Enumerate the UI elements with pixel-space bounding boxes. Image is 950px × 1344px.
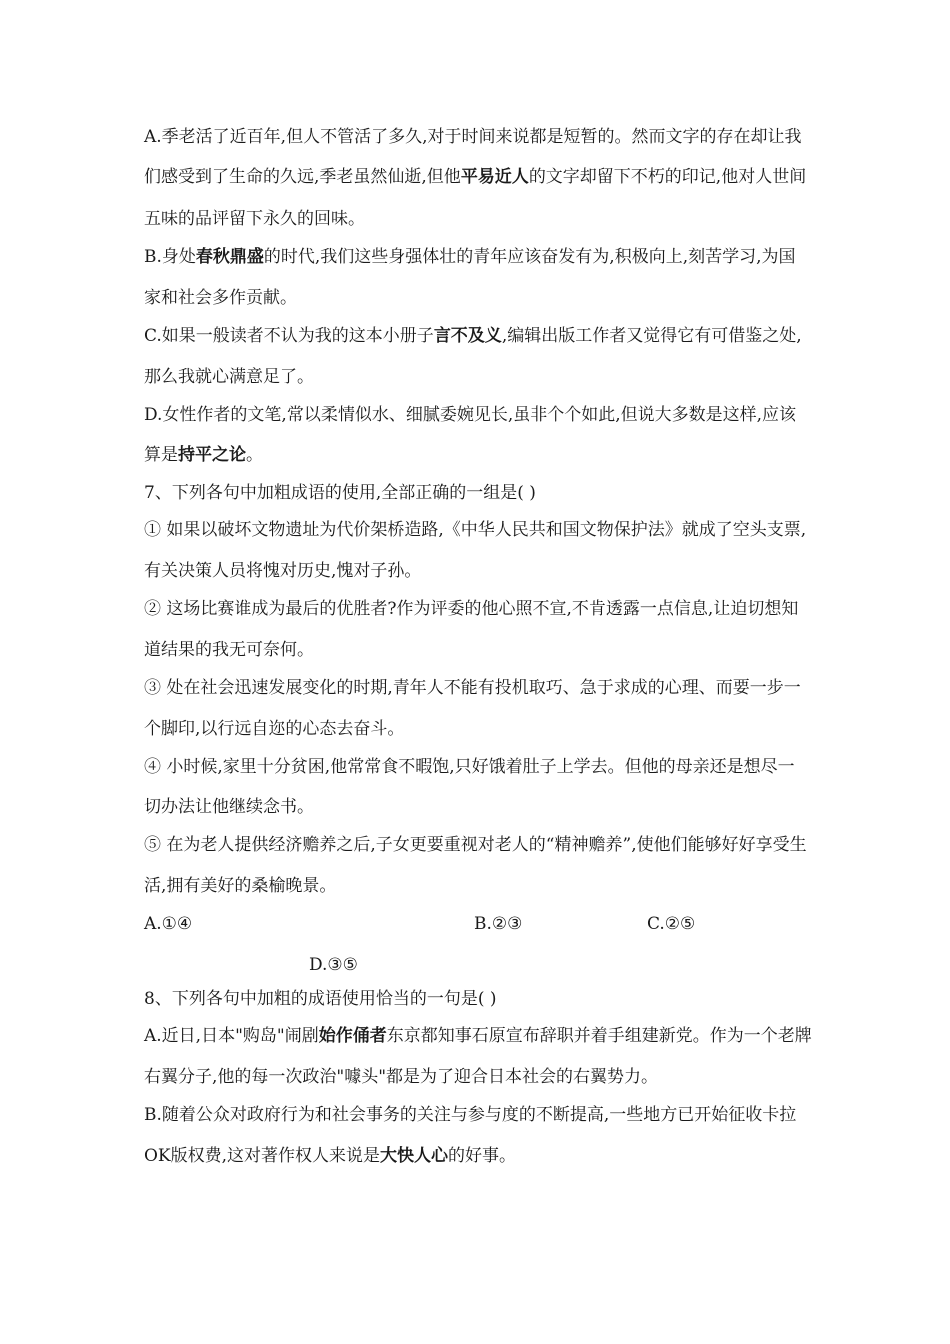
q7-sentence-3-line-1: ③ 处在社会迅速发展变化的时期,青年人不能有投机取巧、急于求成的心理、而要一步一 bbox=[144, 678, 801, 698]
q6-option-b-line-2: 家和社会多作贡献。 bbox=[144, 288, 297, 308]
q7-sentence-3-line-2: 个脚印,以行远自迩的心态去奋斗。 bbox=[144, 719, 405, 739]
q7-sentence-4-line-2: 切办法让他继续念书。 bbox=[144, 797, 314, 817]
q7-sentence-5-line-1: ⑤ 在为老人提供经济赡养之后,子女更要重视对老人的“精神赡养”,使他们能够好好享受生 bbox=[144, 835, 807, 855]
q8-option-a-line-1: A.近日,日本"购岛"闹剧始作俑者东京都知事石原宣布辞职并着手组建新党。作为一个老牌 bbox=[144, 1026, 812, 1046]
q7-option-a: A.①④ bbox=[144, 914, 193, 934]
q6-option-a-line-2: 们感受到了生命的久远,季老虽然仙逝,但他平易近人的文字却留下不朽的印记,他对人世间 bbox=[144, 167, 807, 187]
q6-option-a-line-1: A.季老活了近百年,但人不管活了多久,对于时间来说都是短暂的。然而文字的存在却让我 bbox=[144, 127, 802, 147]
bold-idiom: 始作俑者 bbox=[318, 1026, 387, 1046]
q7-sentence-2-line-1: ② 这场比赛谁成为最后的优胜者?作为评委的他心照不宣,不肯透露一点信息,让迫切想知 bbox=[144, 599, 799, 619]
bold-idiom: 言不及义 bbox=[433, 326, 502, 346]
q6-option-a-line-3: 五味的品评留下永久的回味。 bbox=[144, 209, 365, 229]
q6-option-b-line-1: B.身处春秋鼎盛的时代,我们这些身强体壮的青年应该奋发有为,积极向上,刻苦学习,为国 bbox=[144, 247, 796, 267]
q6-option-d-line-2: 算是持平之论。 bbox=[144, 445, 263, 465]
q7-sentence-1-line-1: ① 如果以破坏文物遗址为代价架桥造路,《中华人民共和国文物保护法》就成了空头支票, bbox=[144, 520, 807, 540]
q7-option-d: D.③⑤ bbox=[309, 955, 358, 975]
q8-option-a-line-2: 右翼分子,他的每一次政治"噱头"都是为了迎合日本社会的右翼势力。 bbox=[144, 1067, 659, 1087]
q7-sentence-2-line-2: 道结果的我无可奈何。 bbox=[144, 640, 314, 660]
bold-idiom: 春秋鼎盛 bbox=[195, 247, 264, 267]
bold-idiom: 持平之论 bbox=[178, 445, 246, 465]
q7-option-b: B.②③ bbox=[474, 914, 523, 934]
bold-idiom: 平易近人 bbox=[460, 167, 529, 187]
bold-idiom: 大快人心 bbox=[380, 1146, 449, 1166]
q8-stem: 8、下列各句中加粗的成语使用恰当的一句是( ) bbox=[144, 989, 497, 1009]
q8-option-b-line-2: OK版权费,这对著作权人来说是大快人心的好事。 bbox=[144, 1146, 517, 1166]
q6-option-c-line-1: C.如果一般读者不认为我的这本小册子言不及义,编辑出版工作者又觉得它有可借鉴之处, bbox=[144, 326, 802, 346]
q7-stem: 7、下列各句中加粗成语的使用,全部正确的一组是( ) bbox=[144, 483, 536, 503]
q8-option-b-line-1: B.随着公众对政府行为和社会事务的关注与参与度的不断提高,一些地方已开始征收卡拉 bbox=[144, 1105, 797, 1125]
q7-sentence-4-line-1: ④ 小时候,家里十分贫困,他常常食不暇饱,只好饿着肚子上学去。但他的母亲还是想尽一 bbox=[144, 757, 795, 777]
q7-option-c: C.②⑤ bbox=[647, 914, 696, 934]
q6-option-d-line-1: D.女性作者的文笔,常以柔情似水、细腻委婉见长,虽非个个如此,但说大多数是这样,应该 bbox=[144, 405, 797, 425]
q7-sentence-1-line-2: 有关决策人员将愧对历史,愧对子孙。 bbox=[144, 561, 422, 581]
q7-sentence-5-line-2: 活,拥有美好的桑榆晚景。 bbox=[144, 876, 337, 896]
q6-option-c-line-2: 那么我就心满意足了。 bbox=[144, 367, 314, 387]
